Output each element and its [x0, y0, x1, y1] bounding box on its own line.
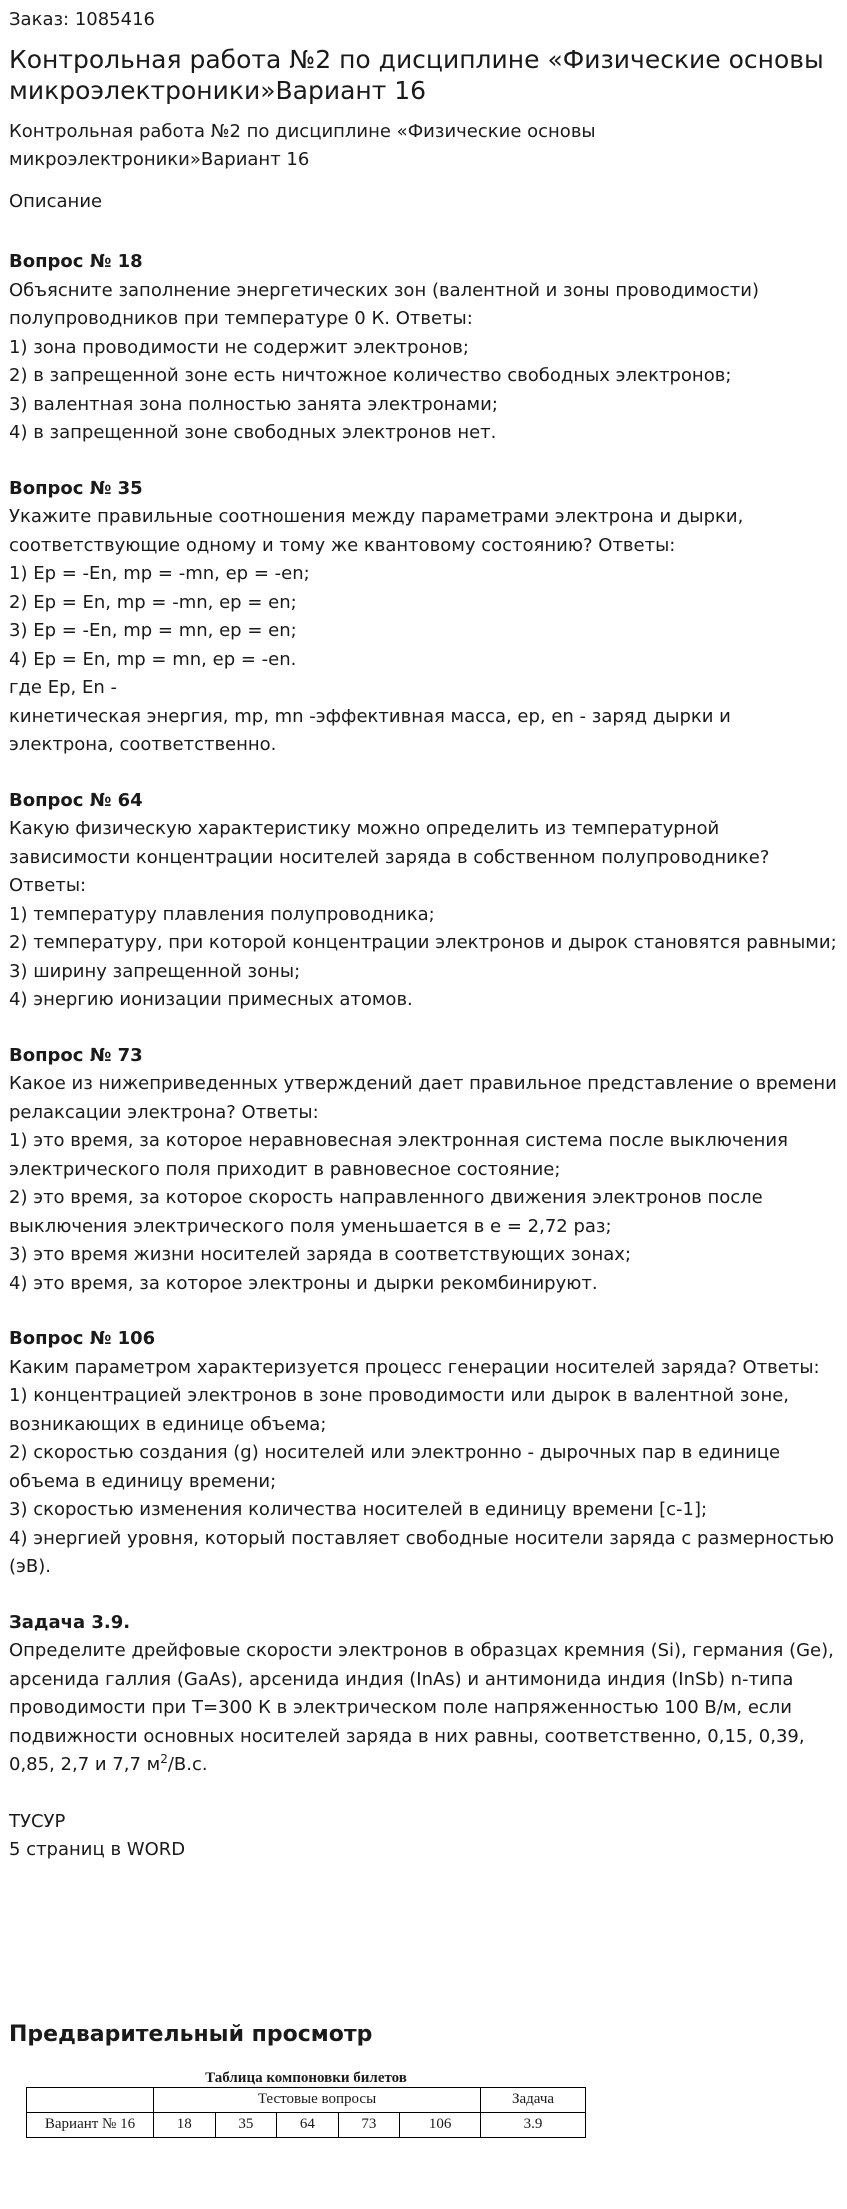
- question-line: Каким параметром характеризуется процесс генерации носителей заряда? Ответы:: [9, 1356, 820, 1378]
- preview-heading: Предварительный просмотр: [9, 2021, 373, 2047]
- table-corner-cell: [27, 2087, 154, 2112]
- question-line: 3) скоростью изменения количества носителей в единицу времени [c-1];: [9, 1499, 708, 1520]
- task-block: [9, 1609, 838, 1780]
- table-header-row: [27, 2087, 586, 2112]
- question-line: где Ep, En -: [9, 677, 117, 698]
- question-line: Какую физическую характеристику можно определить из температурной зависимости концентрации носителей заряда в собственном полупроводнике? Ответы:: [9, 818, 770, 896]
- table-cell-test: 35: [215, 2112, 277, 2137]
- question-block: [9, 248, 838, 448]
- page-title: Контрольная работа №2 по дисциплине «Физические основы микроэлектроники»Вариант 16: [9, 45, 824, 105]
- task-text-main: Определите дрейфовые скорости электронов в образцах кремния (Si), германия (Ge), арсенида галлия (GaAs), арсенида индия (InAs) и антимонида индия (InSb) n-типа проводимости при T=300 К в электрическом поле напряженностью 100 В/м, если подвижности основных носителей заряда в них равны, соответственно, 0,15, 0,39, 0,85, 2,7 и 7,7 м: [9, 1640, 834, 1775]
- question-line: 2) в запрещенной зоне есть ничтожное количество свободных электронов;: [9, 365, 732, 386]
- table-cell-test: 64: [277, 2112, 339, 2137]
- question-line: 2) скоростью создания (g) носителей или электронно - дырочных пар в единице объема в единицу времени;: [9, 1442, 781, 1492]
- question-line: Укажите правильные соотношения между параметрами электрона и дырки, соответствующие одному и тому же квантовому состоянию? Ответы:: [9, 506, 744, 556]
- question-line: 3) это время жизни носителей заряда в соответствующих зонах;: [9, 1244, 632, 1265]
- table-cell-test: 73: [338, 2112, 400, 2137]
- question-heading: Вопрос № 35: [9, 477, 143, 499]
- question-line: 1) Ep = -En, mp = -mn, ep = -en;: [9, 563, 310, 584]
- order-number: Заказ: 1085416: [9, 9, 155, 30]
- question-heading: Вопрос № 64: [9, 789, 143, 811]
- questions-list: [9, 248, 838, 1582]
- table-header-task: Задача: [481, 2087, 586, 2112]
- question-block: [9, 475, 838, 760]
- question-line: кинетическая энергия, mp, mn -эффективная масса, ep, en - заряд дырки и электрона, соответственно.: [9, 705, 731, 755]
- task-text: [9, 1637, 838, 1780]
- preview-image: [26, 2069, 586, 2138]
- table-header-tests: Тестовые вопросы: [154, 2087, 481, 2112]
- table-row: [27, 2112, 586, 2137]
- table-cell-test: 106: [400, 2112, 481, 2137]
- question-heading: Вопрос № 106: [9, 1328, 156, 1349]
- university-name: ТУСУР: [9, 1810, 66, 1832]
- question-heading: Вопрос № 73: [9, 1044, 143, 1066]
- question-line: 1) концентрацией электронов в зоне проводимости или дырок в валентной зоне, возникающих в единице объема;: [9, 1385, 790, 1435]
- page-subtitle: Контрольная работа №2 по дисциплине «Физические основы микроэлектроники»Вариант 16: [9, 121, 596, 170]
- question-line: 4) Ep = En, mp = mn, ep = -en.: [9, 648, 297, 670]
- question-line: 3) Ep = -En, mp = mn, ep = en;: [9, 620, 297, 641]
- tickets-table: [26, 2087, 586, 2138]
- question-heading: Вопрос № 18: [9, 251, 143, 272]
- question-line: 3) валентная зона полностью занята электронами;: [9, 393, 498, 415]
- page-count: 5 страниц в WORD: [9, 1839, 186, 1860]
- table-cell-task: 3.9: [481, 2112, 586, 2137]
- task-text-unit: /В.с.: [167, 1754, 208, 1775]
- table-cell-test: 18: [154, 2112, 216, 2137]
- table-row-label: Вариант № 16: [27, 2112, 154, 2137]
- question-line: 3) ширину запрещенной зоны;: [9, 960, 301, 982]
- question-line: 4) в запрещенной зоне свободных электронов нет.: [9, 422, 497, 443]
- question-line: 4) энергию ионизации примесных атомов.: [9, 989, 413, 1010]
- question-line: 2) температуру, при которой концентрации электронов и дырок становятся равными;: [9, 932, 837, 953]
- question-line: 1) это время, за которое неравновесная электронная система после выключения электрического поля приходит в равновесное состояние;: [9, 1130, 788, 1180]
- footer-info: [9, 1808, 838, 1865]
- question-line: 1) зона проводимости не содержит электронов;: [9, 336, 469, 358]
- description-label: Описание: [9, 191, 103, 212]
- question-line: 2) Ep = En, mp = -mn, ep = en;: [9, 591, 297, 613]
- question-line: 1) температуру плавления полупроводника;: [9, 903, 435, 925]
- question-block: [9, 787, 838, 1015]
- task-text-superscript: 2: [160, 1752, 168, 1766]
- question-line: Объясните заполнение энергетических зон (валентной и зоны проводимости) полупроводников при температуре 0 К. Ответы:: [9, 279, 760, 329]
- question-line: 4) это время, за которое электроны и дырки рекомбинируют.: [9, 1272, 598, 1294]
- question-line: 2) это время, за которое скорость направленного движения электронов после выключения электрического поля уменьшается в е = 2,72 раз;: [9, 1187, 763, 1237]
- question-line: Какое из нижеприведенных утверждений дает правильное представление о времени релаксации электрона? Ответы:: [9, 1073, 837, 1123]
- question-block: [9, 1042, 838, 1299]
- question-line: 4) энергией уровня, который поставляет свободные носители заряда с размерностью (эВ).: [9, 1527, 835, 1577]
- task-heading: Задача 3.9.: [9, 1611, 131, 1633]
- preview-table-caption: Таблица компоновки билетов: [205, 2069, 407, 2086]
- question-block: [9, 1325, 838, 1582]
